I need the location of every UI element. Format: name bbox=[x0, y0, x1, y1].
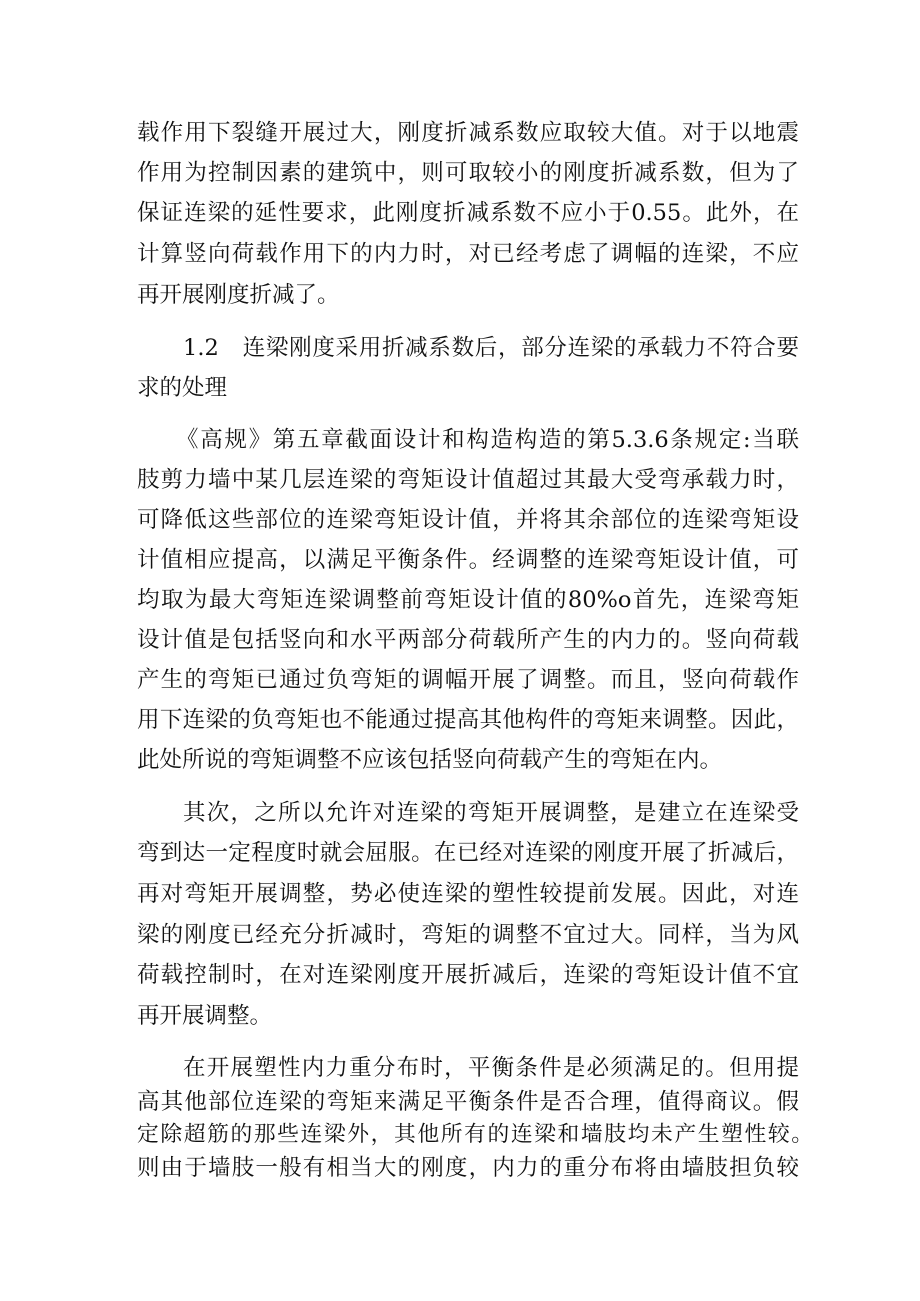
text-line: 弯到达一定程度时就会屈服。在已经对连梁的刚度开展了折减后， bbox=[137, 840, 799, 866]
text-line: 再对弯矩开展调整，势必使连梁的塑性较提前发展。因此，对连 bbox=[137, 881, 799, 907]
text-line: 计值相应提高，以满足平衡条件。经调整的连梁弯矩设计值，可 bbox=[137, 547, 799, 573]
text-line: 荷载控制时，在对连梁刚度开展折减后，连梁的弯矩设计值不宜 bbox=[137, 962, 799, 988]
text-line: 均取为最大弯矩连梁调整前弯矩设计值的80%o首先，连梁弯矩 bbox=[137, 587, 799, 613]
text-line: 载作用下裂缝开展过大，刚度折减系数应取较大值。对于以地震 bbox=[137, 120, 799, 146]
text-line: 在开展塑性内力重分布时，平衡条件是必须满足的。但用提 bbox=[183, 1055, 799, 1081]
text-line: 肢剪力墙中某几层连梁的弯矩设计值超过其最大受弯承载力时， bbox=[137, 467, 799, 493]
text-line: 用下连梁的负弯矩也不能通过提高其他构件的弯矩来调整。因此， bbox=[137, 707, 799, 733]
text-line: 计算竖向荷载作用下的内力时，对已经考虑了调幅的连梁，不应 bbox=[137, 241, 799, 267]
text-line: 《高规》第五章截面设计和构造构造的第5.3.6条规定:当联 bbox=[176, 427, 799, 453]
text-line: 产生的弯矩已通过负弯矩的调幅开展了调整。而且，竖向荷载作 bbox=[137, 667, 799, 693]
text-line: 其次，之所以允许对连梁的弯矩开展调整，是建立在连梁受 bbox=[183, 800, 799, 826]
text-line: 梁的刚度已经充分折减时，弯矩的调整不宜过大。同样，当为风 bbox=[137, 922, 799, 948]
section-heading-line: 求的处理 bbox=[137, 375, 228, 401]
section-heading-line: 1.2 连梁刚度采用折减系数后，部分连梁的承载力不符合要 bbox=[183, 335, 799, 361]
text-line: 保证连梁的延性要求，此刚度折减系数不应小于0.55。此外，在 bbox=[137, 200, 799, 226]
text-line: 再开展调整。 bbox=[137, 1003, 273, 1029]
text-line: 定除超筋的那些连梁外，其他所有的连梁和墙肢均未产生塑性较。 bbox=[137, 1122, 813, 1147]
text-line: 高其他部位连梁的弯矩来满足平衡条件是否合理，值得商议。假 bbox=[137, 1089, 799, 1115]
text-line: 可降低这些部位的连梁弯矩设计值，并将其余部位的连梁弯矩设 bbox=[137, 507, 799, 533]
text-line: 此处所说的弯矩调整不应该包括竖向荷载产生的弯矩在内。 bbox=[137, 747, 723, 773]
text-line: 则由于墙肢一般有相当大的刚度，内力的重分布将由墙肢担负较 bbox=[137, 1155, 799, 1181]
text-line: 再开展刚度折减了。 bbox=[137, 282, 340, 308]
text-line: 设计值是包括竖向和水平两部分荷载所产生的内力的。竖向荷载 bbox=[137, 627, 799, 653]
text-line: 作用为控制因素的建筑中，则可取较小的刚度折减系数，但为了 bbox=[137, 160, 799, 186]
